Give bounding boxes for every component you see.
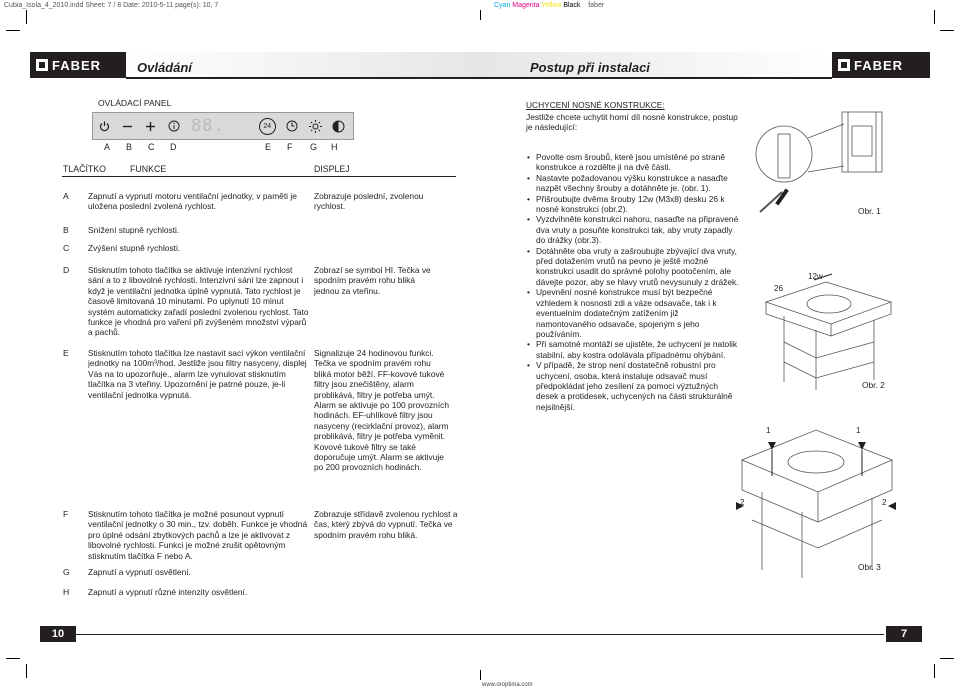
intensive-icon[interactable] [167,120,180,133]
crop-mark [940,658,954,659]
row-key: B [63,225,69,235]
list-item: • Dotáhněte oba vruty a zašroubujte zbývající dva vruty, před dotažením vrutů na pevno je ještě možné konstrukci usadit do správné polohy pootočením, ale dávejte pozor, aby se hlavy vrutů nevysunuly z drážek. [527,246,739,288]
row-function: Stisknutím tohoto tlačítka se aktivuje intenzivní rychlost sání a to z libovolné rychlosti. Intenzivní sání lze zapnout i když je ventilační jednotka úplně vypnutá. Tato rychlost je časově limitovaná 10 minutami. Po uplynutí 10 minut systém automaticky zařadí poslední zvolenou rychlost. Tato funkce je vhodná pro vaření při zvýšeném množství výparů a pachů. [88,265,309,338]
list-item: • Nastavte požadovanou výšku konstrukce a nasaďte nazpět všechny šrouby a dotáhněte je. (obr. 1). [527,173,739,194]
panel-letter-h: H [331,142,338,152]
light-intensity-icon[interactable] [332,120,345,133]
row-function: Snížení stupně rychlosti. [88,225,180,235]
crop-mark [940,30,954,31]
page-number-right: 7 [886,626,922,642]
part-12w-label: 12w [808,272,823,281]
header-rule-left [126,77,480,79]
figure-1-label: Obr. 1 [858,206,881,216]
row-key: H [63,587,70,597]
page-number-left: 10 [40,626,76,642]
faber-logo-left [30,52,126,78]
list-item: • Při samotné montáži se ujistěte, že uchycení je natolik stabilní, aby kostra odolávala případnému ohýbání. [527,339,739,360]
list-item: • Vyzdvihněte konstrukci nahoru, nasaďte na připravené dva vruty a posuňte konstrukci tak, aby vruty zapadly do drážky (obr.3). [527,214,739,245]
light-icon[interactable] [309,120,322,133]
header-display: DISPLEJ [314,164,350,174]
panel-letter-d: D [170,142,177,152]
crop-mark [934,664,935,678]
row-key: G [63,567,70,577]
plate-drawing [756,262,896,394]
crop-mark [6,30,20,31]
row-display: Zobrazí se symbol HI. Tečka ve spodním pravém rohu bliká jednou za vteřinu. [314,265,431,296]
crop-mark [480,10,481,20]
row-key: A [63,191,69,201]
arrow-1-label-right: 1 [856,426,861,435]
figure-1 [752,102,892,222]
crop-mark [26,664,27,678]
arrow-2-label-right: 2 [882,498,887,507]
print-slug: Cubia_Isola_4_2010.indd Sheet: 7 / 8 Date: 2010-5-11 page(s): 10, 7 [4,2,219,9]
panel-letter-e: E [265,142,272,152]
header-rule [62,176,456,177]
part-26-label: 26 [774,284,783,293]
row-display: Zobrazuje střídavě zvolenou rychlost a čas, který zbývá do vypnutí. Tečka ve spodním pravém rohu bliká. [314,509,458,540]
subheading: UCHYCENÍ NOSNÉ KONSTRUKCE: [526,100,665,110]
crop-mark [934,10,935,24]
timer-24h-button[interactable]: 24 [259,118,276,135]
faber-mark-icon [838,59,850,71]
list-item: • Upevnění nosné konstrukce musí být bezpečné vzhledem k nosnosti zdi a váze odsavače, tak i k eventuelním dodatečným zatížením již namontovaného odsavače, spojeným s jeho používáním. [527,287,739,339]
row-display: Signalizuje 24 hodinovou funkci. Tečka ve spodním pravém rohu bliká motor běží. FF-kovové tukové filtry jsou znečištěny, alarm problikává, filtry je potřeba umýt. Alarm se aktivuje po 100 provozních hodinách. EF-uhlíkové filtry jsou nasyceny (recirklační provoz), alarm problikává, filtry je potřeba vyměnit. Kovové tukové filtry se také doporučuje umýt. Alarm se aktivuje po 200 provozních hodinách. [314,348,450,473]
figure-3-label: Obr. 3 [858,562,881,572]
header-key: TLAČÍTKO [63,164,107,174]
header-rule-right [480,77,832,79]
figure-2-label: Obr. 2 [862,380,885,390]
intro-text: Jestliže chcete uchytit horní díl nosné konstrukce, postup je následující: [526,112,738,133]
control-panel [92,112,354,140]
panel-letter-c: C [148,142,155,152]
figure-2 [756,262,896,394]
faber-logo-right [832,52,930,78]
color-black-label: Black [563,2,581,9]
color-magenta-label: Magenta [512,2,540,9]
list-item: • Povolte osm šroubů, které jsou umístěné po straně konstrukce a rozdělte ji na dvě části. [527,152,739,173]
panel-letter-b: B [126,142,133,152]
row-key: D [63,265,70,275]
row-function: Zvýšení stupně rychlosti. [88,243,181,253]
row-function: Zapnutí a vypnutí různé intenzity osvětlení. [88,587,248,597]
page-title-right: Postup při instalaci [530,60,650,75]
brand-text: FABER [854,57,904,73]
footer-rule-right [480,634,884,635]
row-key: E [63,348,69,358]
row-function: Zapnutí a vypnutí motoru ventilační jednotky, v paměti je uložena poslední zvolená rychlost. [88,191,297,212]
faber-mark-icon [36,59,48,71]
row-function: Stisknutím tohoto tlačítka lze nastavit sací výkon ventilační jednotky na 100m³/hod. Jestliže jsou filtry nasyceny, displej Vás na to upozorňuje., alarm lze vynulovat stisknutím tlačítka na 3 vteřiny. Upozornění je patrné pouze, je-li ventilační jednotka vypnutá. [88,348,307,400]
footer-rule-left [76,634,480,635]
crop-mark [26,10,27,24]
steps-list [527,152,739,412]
panel-title: OVLÁDACÍ PANEL [98,98,172,108]
row-key: C [63,243,70,253]
row-key: F [63,509,69,519]
arrow-1-label: 1 [766,426,771,435]
color-cyan-label: Cyan [494,2,511,9]
color-yellow-label: Yellow [541,2,562,9]
crop-mark [480,670,481,680]
color-bar-labels [494,2,604,9]
crop-mark [6,658,20,659]
plus-icon[interactable] [144,120,157,133]
brand-text: FABER [52,57,102,73]
page-title-left: Ovládání [137,60,192,75]
brand-small-label: faber [588,2,605,9]
figure-3 [732,420,900,578]
row-function: Stisknutím tohoto tlačítka je možné posunout vypnutí ventilační jednotky o 30 min., tzv. doběh. Funkce je vhodná pro úplné odsání zbytkových pachů a lze je aktivovat z libovolné rychlosti. Funkci je možné zrušit opětovným stisknutím tlačítka F nebo A. [88,509,308,561]
header-function: FUNKCE [130,164,167,174]
display-digits: 88. [191,116,225,136]
clock-icon[interactable] [286,120,299,133]
row-function: Zapnutí a vypnutí osvětlení. [88,567,191,577]
row-display: Zobrazuje poslední, zvolenou rychlost. [314,191,424,212]
list-item: • Přišroubujte dvěma šrouby 12w (M3x8) desku 26 k nosné konstrukci (obr.2). [527,194,739,215]
footer-url[interactable]: www.oroptima.com [482,682,533,688]
power-icon[interactable] [98,120,111,133]
ceiling-mount-drawing [732,420,900,578]
minus-icon[interactable] [121,120,134,133]
arrow-2-label: 2 [740,498,745,507]
panel-letter-a: A [104,142,111,152]
list-item: • V případě, že strop není dostatečně robustní pro uchycení, osoba, která instaluje odsavač musí předpokládat jeho zesílení za pomoci výztužných desek a protidesek, uchycených na části strukturálně nejsilnější. [527,360,739,412]
panel-letter-g: G [310,142,318,152]
frame-adjust-drawing [752,102,892,222]
panel-letter-f: F [287,142,293,152]
